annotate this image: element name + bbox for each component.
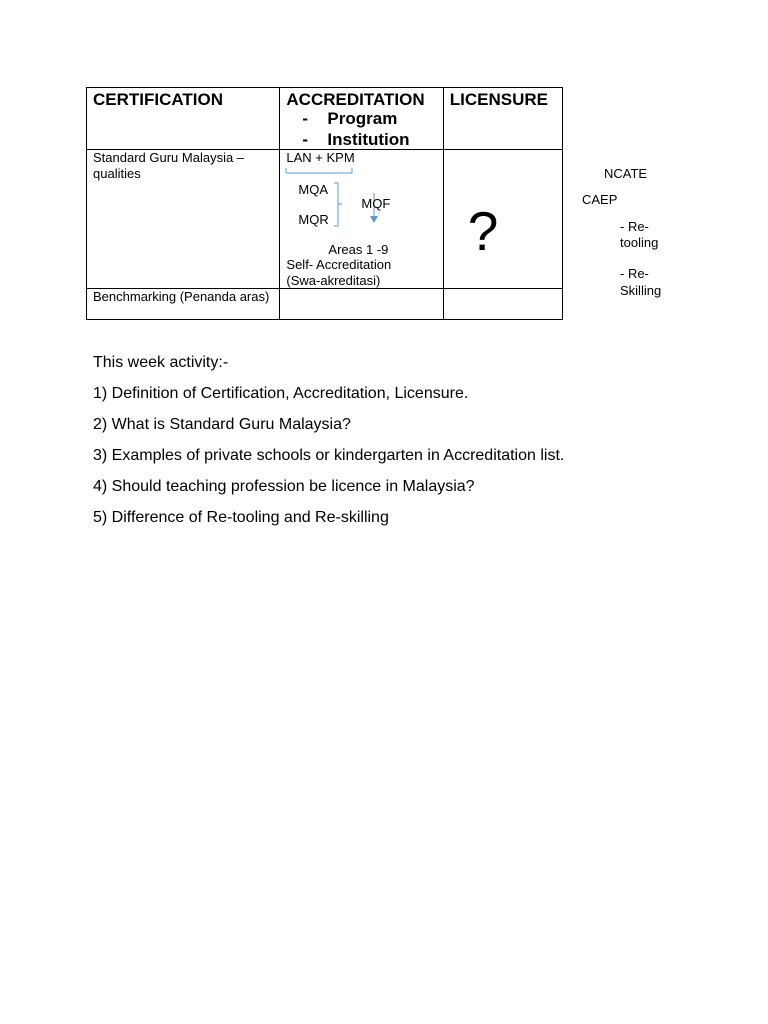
- comparison-table: [86, 87, 563, 320]
- mqa-label: MQA: [298, 182, 329, 198]
- header-certification-cell: [87, 88, 280, 150]
- header-accreditation: ACCREDITATION: [286, 90, 425, 109]
- row2-licensure-cell: [443, 288, 562, 319]
- retooling-label-line2: tooling: [620, 235, 659, 250]
- areas-label: Areas 1 -9: [328, 242, 389, 258]
- activity-section: [93, 353, 564, 539]
- list-item: - Program: [302, 109, 398, 128]
- row2-certification-cell: [87, 288, 280, 319]
- table-row: [87, 288, 563, 319]
- list-item: 4) Should teaching profession be licence in Malaysia?: [93, 478, 475, 495]
- row1-accreditation-cell: [280, 150, 443, 289]
- caep-label: CAEP: [582, 192, 618, 207]
- row2-accreditation-cell: [280, 288, 443, 319]
- reskilling-label-line2: Skilling: [620, 283, 662, 298]
- accreditation-type-institution: Institution: [327, 129, 410, 149]
- list-item: 2) What is Standard Guru Malaysia?: [93, 416, 351, 433]
- list-item: 5) Difference of Re-tooling and Re-skilling: [93, 509, 389, 526]
- lan-kpm-label: LAN + KPM: [286, 150, 355, 166]
- reskilling-label-line1: - Re-: [620, 266, 649, 281]
- activity-heading: This week activity:-: [93, 354, 229, 371]
- benchmarking-text: Benchmarking (Penanda aras): [93, 288, 270, 304]
- header-licensure: LICENSURE: [449, 90, 548, 109]
- lan-kpm-bracket: [286, 168, 352, 173]
- retooling-label-line1: - Re-: [620, 219, 649, 234]
- header-certification: CERTIFICATION: [93, 90, 224, 109]
- row1-licensure-cell: [443, 150, 562, 289]
- question-mark: ?: [467, 200, 499, 263]
- ncate-label: NCATE: [604, 166, 648, 181]
- mqf-label: MQF: [361, 196, 391, 212]
- standard-guru-malaysia-text: Standard Guru Malaysia – qualities: [93, 150, 245, 181]
- self-accreditation-label: Self- Accreditation: [286, 257, 392, 273]
- list-item: 3) Examples of private schools or kindergarten in Accreditation list.: [93, 447, 565, 464]
- header-accreditation-cell: [280, 88, 443, 150]
- table-row: [87, 150, 563, 289]
- accreditation-types-list: [302, 109, 409, 150]
- swa-akreditasi-label: (Swa-akreditasi): [286, 273, 381, 289]
- list-item: - Institution: [302, 129, 410, 149]
- mqa-mqr-bracket: [334, 183, 338, 226]
- row1-certification-cell: [87, 150, 280, 289]
- mqr-label: MQR: [298, 212, 329, 228]
- list-item: 1) Definition of Certification, Accreditation, Licensure.: [93, 385, 469, 402]
- header-licensure-cell: [443, 88, 562, 150]
- mqf-arrow-icon: [370, 216, 378, 223]
- table-header-row: [87, 88, 563, 150]
- accreditation-type-program: Program: [327, 109, 398, 128]
